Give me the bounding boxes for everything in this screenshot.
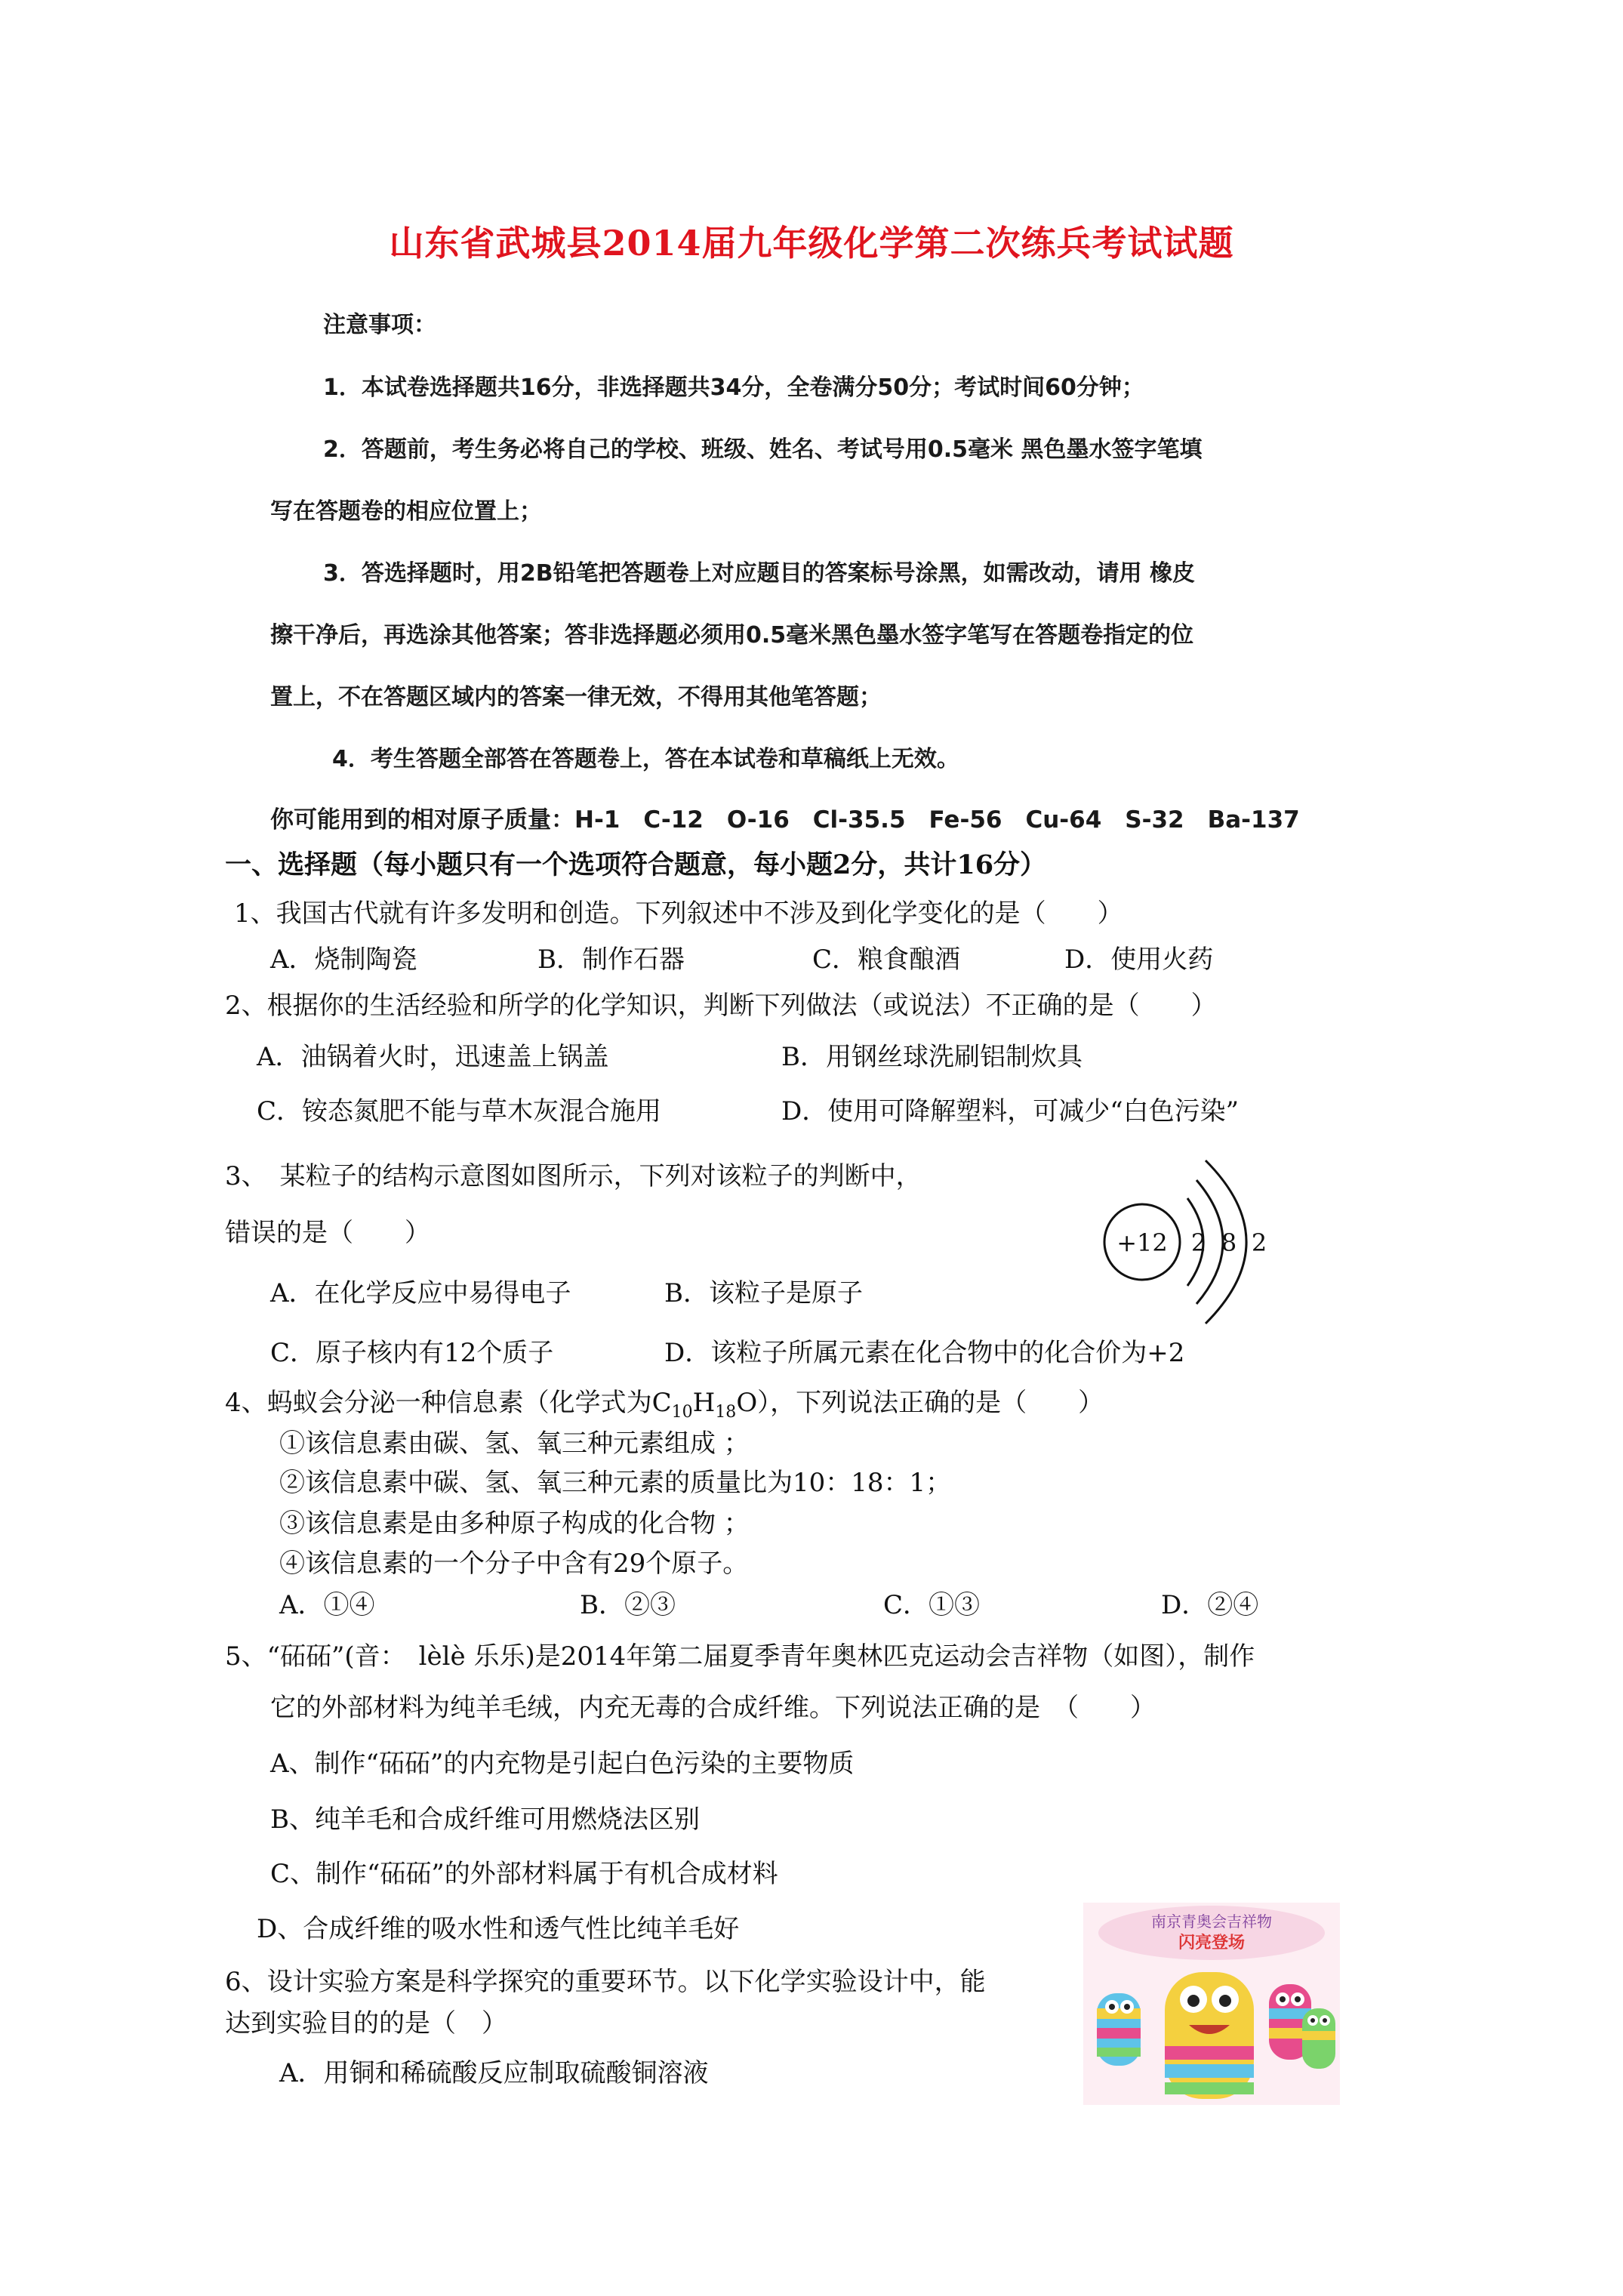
note-item-3c: 置上，不在答题区域内的答案一律无效，不得用其他笔答题； <box>270 684 882 710</box>
q5-stem-line2: 它的外部材料为纯羊毛绒，内充无毒的合成纤维。下列说法正确的是 （ ） <box>270 1693 1156 1723</box>
q3-stem-line2: 错误的是（ ） <box>225 1218 430 1248</box>
atomic-mass-line: 你可能用到的相对原子质量：H-1 C-12 O-16 Cl-35.5 Fe-56 Cu-64 S-32 Ba-137 <box>270 806 1300 834</box>
nucleus-charge: +12 <box>1116 1228 1168 1257</box>
q2-option-b: B．用钢丝球洗刷铝制炊具 <box>781 1042 1083 1072</box>
shell-electrons-2: 8 <box>1221 1228 1237 1257</box>
q4-option-a: A．①④ <box>279 1590 375 1620</box>
section-heading: 一、选择题（每小题只有一个选项符合题意，每小题2分，共计16分） <box>225 849 1047 880</box>
svg-text:闪亮登场: 闪亮登场 <box>1178 1934 1246 1952</box>
q1-option-d: D．使用火药 <box>1064 945 1214 975</box>
q1-option-c: C．粮食酿酒 <box>812 945 961 975</box>
q4-stem-mid: H <box>692 1388 716 1418</box>
note-item-3b: 擦干净后，再选涂其他答案；答非选择题必须用0.5毫米黑色墨水签字笔写在答题卷指定的位 <box>270 622 1194 649</box>
q3-option-b: B．该粒子是原子 <box>664 1278 863 1308</box>
notes-heading: 注意事项： <box>323 312 436 338</box>
q6-stem-line2: 达到实验目的的是（ ） <box>225 2008 507 2039</box>
q4-option-d: D．②④ <box>1161 1590 1259 1620</box>
q1-option-a: A．烧制陶瓷 <box>270 945 417 975</box>
q2-option-a: A．油锅着火时，迅速盖上锅盖 <box>257 1042 609 1072</box>
note-item-3a: 3．答选择题时，用2B铅笔把答题卷上对应题目的答案标号涂黑，如需改动，请用 橡皮 <box>323 560 1196 587</box>
atom-structure-diagram <box>1098 1151 1295 1340</box>
note-item-2a: 2．答题前，考生务必将自己的学校、班级、姓名、考试号用0.5毫米 黑色墨水签字笔填 <box>323 436 1203 463</box>
page-title: 山东省武城县2014届九年级化学第二次练兵考试试题 <box>389 223 1234 264</box>
q4-statement-4: ④该信息素的一个分子中含有29个原子。 <box>279 1549 749 1579</box>
mascot-small-left <box>1097 1993 1141 2066</box>
q5-option-c: C、制作“砳砳”的外部材料属于有机合成材料 <box>270 1859 778 1889</box>
q3-stem-line1: 3、 某粒子的结构示意图如图所示，下列对该粒子的判断中， <box>225 1161 922 1191</box>
q6-option-a: A．用铜和稀硫酸反应制取硫酸铜溶液 <box>279 2058 709 2088</box>
q5-stem-line1: 5、“砳砳”(音： lèlè 乐乐)是2014年第二届夏季青年奥林匹克运动会吉祥物（如图），制作 <box>225 1641 1255 1672</box>
q5-option-a: A、制作“砳砳”的内充物是引起白色污染的主要物质 <box>270 1749 855 1779</box>
q4-option-c: C．①③ <box>883 1590 981 1620</box>
note-item-2b: 写在答题卷的相应位置上； <box>270 498 542 525</box>
q4-statement-2: ②该信息素中碳、氢、氧三种元素的质量比为10：18：1； <box>279 1468 952 1498</box>
q2-option-c: C．铵态氮肥不能与草木灰混合施用 <box>257 1096 662 1126</box>
q4-option-b: B．②③ <box>580 1590 676 1620</box>
q3-option-c: C．原子核内有12个质子 <box>270 1338 554 1368</box>
q4-stem-pre: 4、蚂蚁会分泌一种信息素（化学式为C <box>225 1388 672 1418</box>
shell-electrons-1: 2 <box>1190 1228 1207 1257</box>
q3-option-a: A．在化学反应中易得电子 <box>270 1278 571 1308</box>
mascot-center <box>1165 1972 1254 2099</box>
q4-stem-post: O），下列说法正确的是（ ） <box>736 1388 1104 1418</box>
q5-option-b: B、纯羊毛和合成纤维可用燃烧法区别 <box>270 1804 700 1835</box>
q3-option-d: D．该粒子所属元素在化合物中的化合价为+2 <box>664 1338 1185 1368</box>
q5-option-d: D、合成纤维的吸水性和透气性比纯羊毛好 <box>257 1914 740 1944</box>
mascot-image <box>1083 1903 1340 2105</box>
svg-text:南京青奥会吉祥物: 南京青奥会吉祥物 <box>1151 1912 1272 1931</box>
q2-option-d: D．使用可降解塑料，可减少“白色污染” <box>781 1096 1240 1126</box>
q1-option-b: B．制作石器 <box>537 945 685 975</box>
note-item-1: 1．本试卷选择题共16分，非选择题共34分，全卷满分50分；考试时间60分钟； <box>323 374 1144 401</box>
q4-statement-1: ①该信息素由碳、氢、氧三种元素组成 ； <box>279 1428 750 1459</box>
q1-stem: 1、我国古代就有许多发明和创造。下列叙述中不涉及到化学变化的是（ ） <box>234 898 1123 929</box>
q4-sub-carbon: 10 <box>671 1402 693 1422</box>
shell-electrons-3: 2 <box>1251 1228 1267 1257</box>
q6-stem-line1: 6、设计实验方案是科学探究的重要环节。以下化学实验设计中，能 <box>225 1967 986 1997</box>
q4-statement-3: ③该信息素是由多种原子构成的化合物 ； <box>279 1509 750 1539</box>
q2-stem: 2、根据你的生活经验和所学的化学知识，判断下列做法（或说法）不正确的是（ ） <box>225 991 1217 1021</box>
note-item-4: 4．考生答题全部答在答题卷上，答在本试卷和草稿纸上无效。 <box>332 746 959 772</box>
q4-sub-hydrogen: 18 <box>715 1402 737 1422</box>
q4-stem <box>225 1382 1104 1422</box>
